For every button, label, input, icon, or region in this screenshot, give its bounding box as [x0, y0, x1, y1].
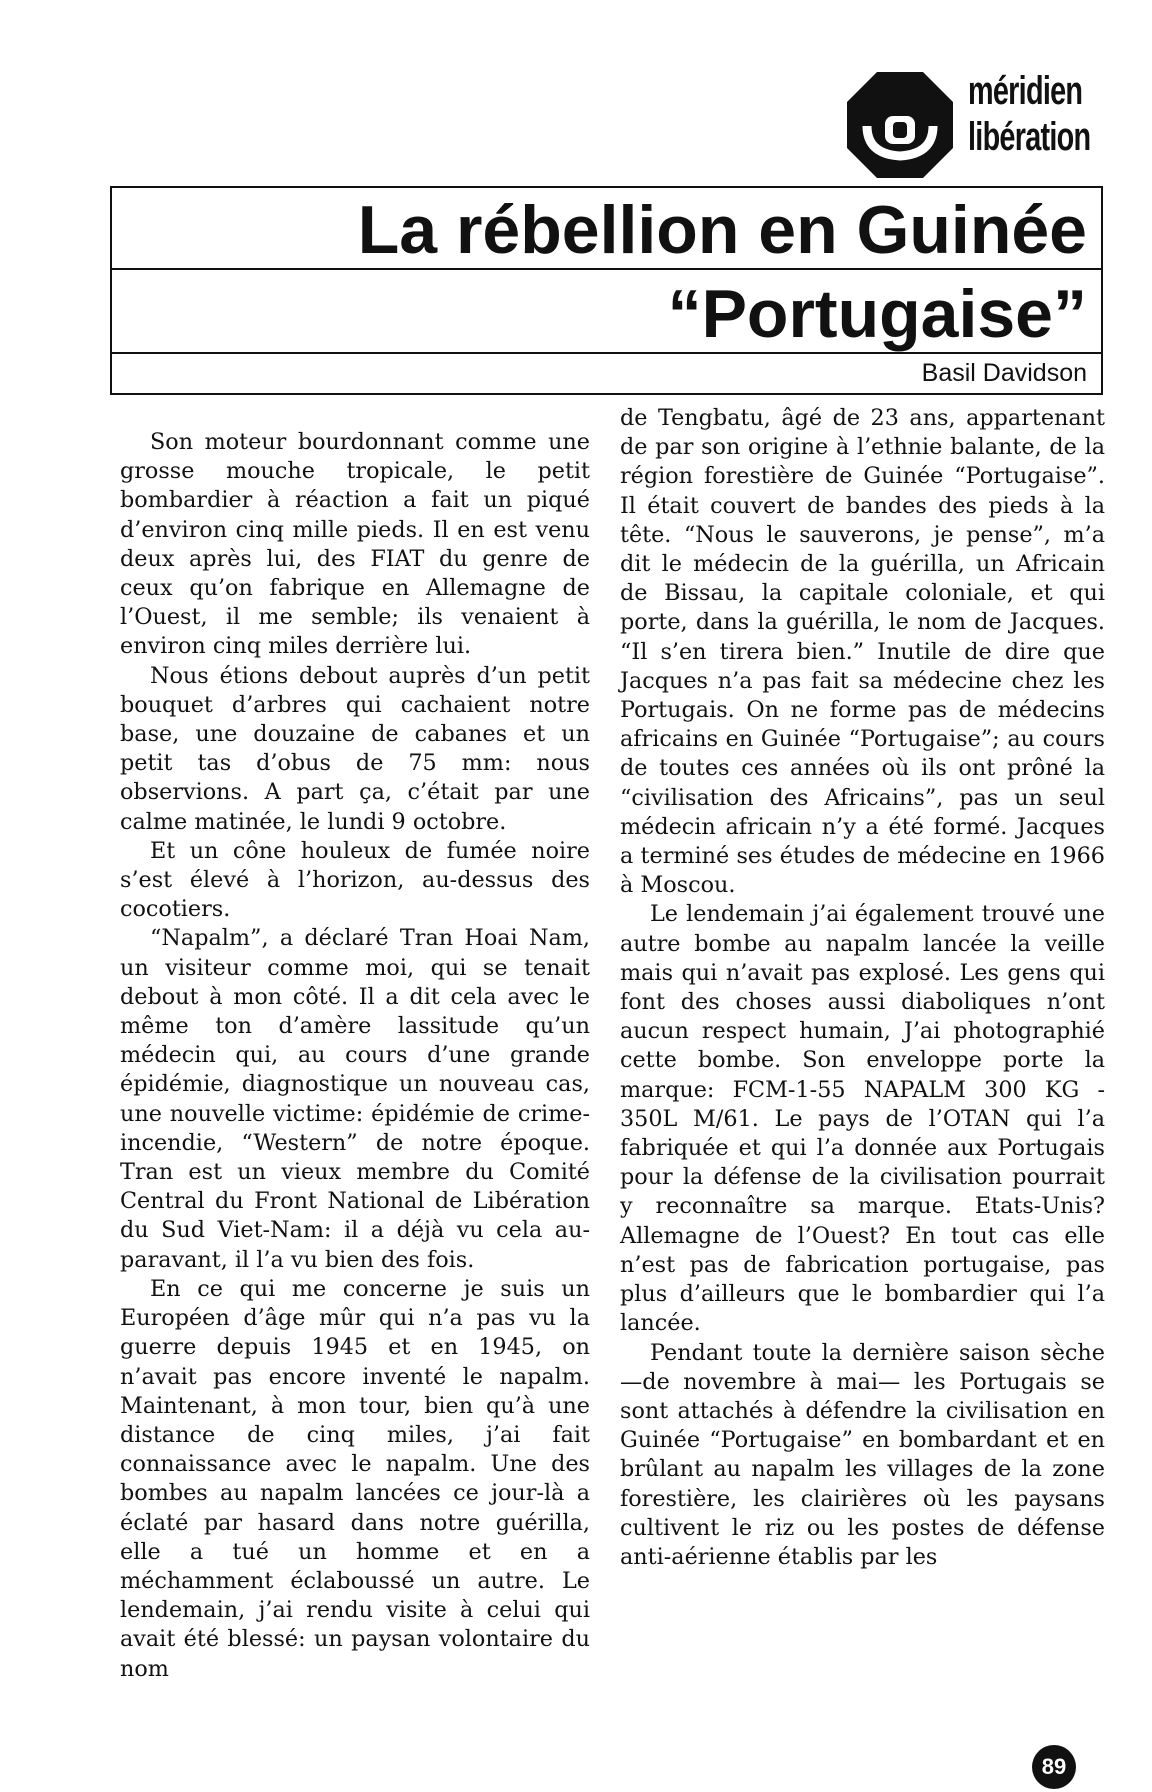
title-divider [112, 268, 1101, 270]
logo-wordmark [968, 68, 1091, 160]
article-title-line-1: La rébellion en Guinée [357, 192, 1087, 268]
paragraph: Le lendemain j’ai également trouvé une autre bombe au napalm lancée la veille mais qui n’avait pas explosé. Les gens qui font des choses aussi diaboliques n’ont aucun respect humain, J’ai photographié cette bombe. Son enveloppe porte la marque: FCM-1-55 NAPALM 300 KG - 350L M/61. Le pays de l’OTAN qui l’a fabriquée et qui l’a donnée aux Portugais pour la défense de la civilisation pourrait y reconnaître sa marque. Etats-Unis? Allemagne de l’Ouest? En tout cas elle n’est pas de fabrication portugaise, pas plus d’ailleurs que le bombardier qui l’a lancée. [620, 901, 1105, 1337]
left-column [120, 428, 590, 1684]
paragraph: Pendant toute la dernière saison sèche —de novembre à mai— les Portugais se sont attachés à défendre la civilisation en Guinée “Portugaise” en bombardant et en brûlant au napalm les villages de la zone forestière, les clairières où les paysans cultivent le riz ou les postes de défense anti-aérienne établis par les [620, 1339, 1105, 1570]
author-divider [112, 352, 1101, 354]
right-column [620, 404, 1105, 1572]
logo-line-2: libération [968, 115, 1091, 159]
article-title-line-2: “Portugaise” [667, 276, 1087, 352]
title-box [110, 186, 1103, 395]
paragraph: Nous étions debout auprès d’un petit bouquet d’arbres qui cachaient notre base, une douzaine de cabanes et un petit tas d’obus de 75 mm: nous observions. A part ça, c’était par une calme matinée, le lundi 9 octobre. [120, 662, 590, 835]
meridien-liberation-logo-icon [845, 70, 955, 180]
paragraph: de Tengbatu, âgé de 23 ans, appartenant de par son origine à l’ethnie balante, de la région forestière de Guinée “Portugaise”. Il était couvert de bandes des pieds à la tête. “Nous le sauverons, je pense”, m’a dit le médecin de la guérilla, un Africain de Bissau, la capitale coloniale, et qui porte, dans la guérilla, le nom de Jacques. “Il s’en tirera bien.” Inutile de dire que Jacques n’a pas fait sa médecine chez les Portugais. On ne forme pas de médecins africains en Guinée “Portugaise”; au cours de toutes ces années où ils ont prôné la “civilisation des Africains”, pas un seul médecin africain n’y a été formé. Jacques a terminé ses études de médecine en 1966 à Moscou. [620, 405, 1105, 899]
paragraph: En ce qui me concerne je suis un Européen d’âge mûr qui n’a pas vu la guerre depuis 1945 et en 1945, on n’avait pas encore inventé le napalm. Maintenant, à mon tour, bien qu’à une distance de cinq miles, j’ai fait connaissance avec le napalm. Une des bombes au napalm lancées ce jour-là a éclaté par hasard dans notre guérilla, elle a tué un homme et en a méchamment éclaboussé un autre. Le lendemain, j’ai rendu visite à celui qui avait été blessé: un paysan volontaire du nom [120, 1275, 590, 1682]
page-number: 89 [1032, 1745, 1076, 1789]
paragraph: “Napalm”, a déclaré Tran Hoai Nam, un visiteur comme moi, qui se tenait debout à mon côté. Il a dit cela avec le même ton d’amère lassitude qu’un médecin qui, au cours d’une grande épidémie, diagnostique un nouveau cas, une nouvelle victime: épidémie de crime-incendie, “Western” de notre époque. Tran est un vieux membre du Comité Central du Front National de Libération du Sud Viet-Nam: il a déjà vu cela auparavant, il l’a vu bien des fois. [120, 925, 590, 1273]
paragraph: Et un cône houleux de fumée noire s’est élevé à l’horizon, au-dessus des cocotiers. [120, 837, 590, 923]
paragraph: Son moteur bourdonnant comme une grosse mouche tropicale, le petit bombardier à réaction a fait un piqué d’environ cinq mille pieds. Il en est venu deux après lui, des FIAT du genre de ceux qu’on fabrique en Allemagne de l’Ouest, il me semble; ils venaient à environ cinq miles derrière lui. [120, 429, 590, 660]
logo-line-1: méridien [968, 69, 1083, 113]
article-author: Basil Davidson [921, 359, 1087, 387]
